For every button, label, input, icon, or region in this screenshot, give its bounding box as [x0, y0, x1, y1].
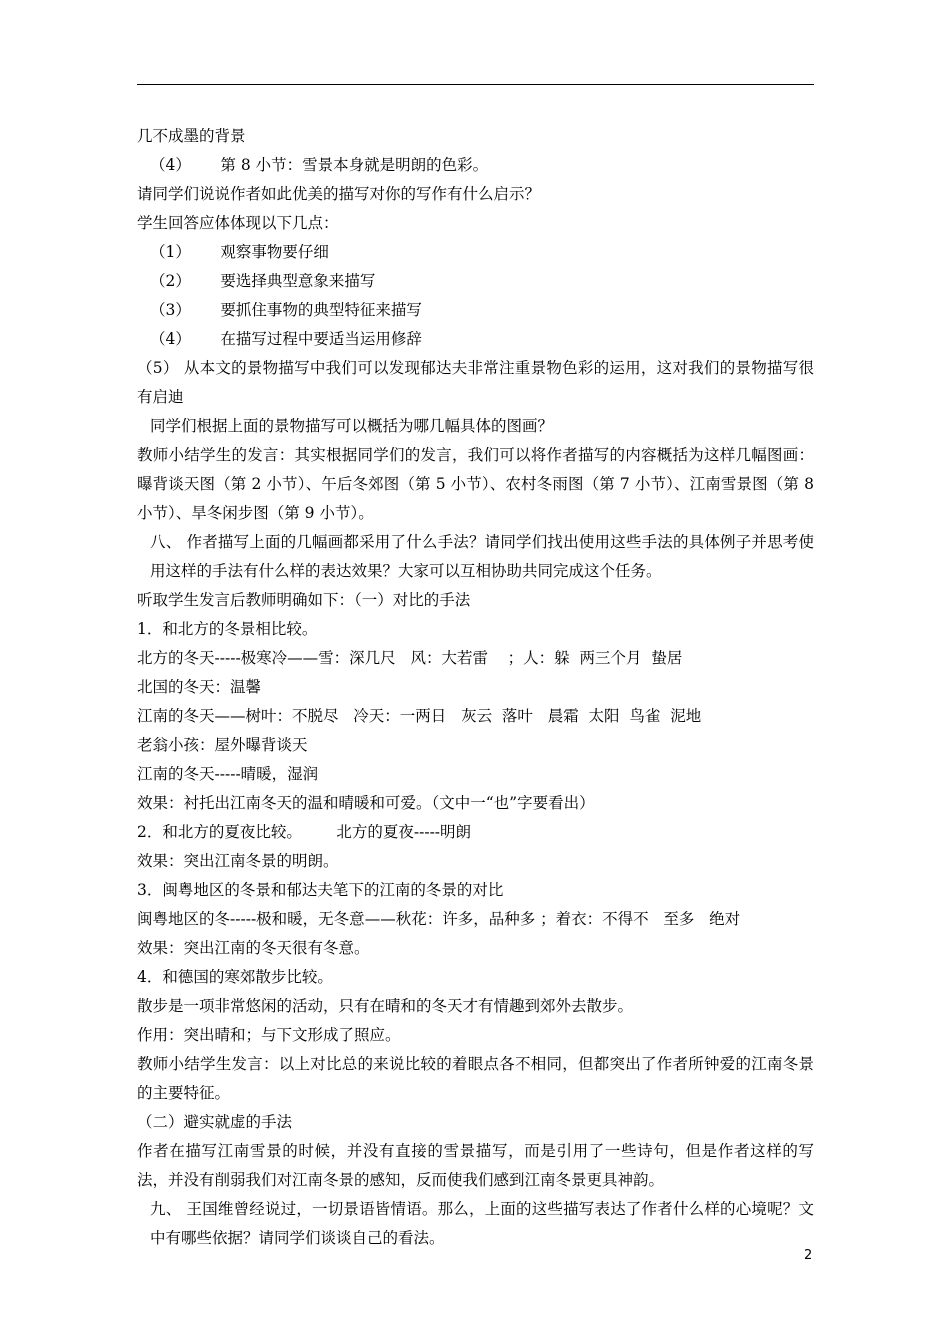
text-line: 学生回答应体体现以下几点： — [137, 214, 339, 232]
teacher-summary: 教师小结学生的发言：其实根据同学们的发言，我们可以将作者描写的内容概括为这样几幅图画：曝背谈天图（第 2 小节）、午后冬郊图（第 5 小节）、农村冬雨图（第 7 小节）、江南雪景图（第 8 小节）、旱冬闲步图（第 9 小节）。 — [137, 446, 814, 522]
list-item: （2） 要选择典型意象来描写 — [150, 272, 376, 290]
text-line: 闽粤地区的冬-----极和暖，无冬意——秋花：许多，品种多 ；着衣：不得不 至多 绝对 — [137, 910, 741, 928]
document-body — [137, 122, 814, 1253]
text-line: 散步是一项非常悠闲的活动，只有在晴和的冬天才有情趣到郊外去散步。 — [137, 997, 634, 1015]
section-nine: 九、 王国维曾经说过，一切景语皆情语。那么，上面的这些描写表达了作者什么样的心境呢？文中有哪些依据？请同学们谈谈自己的看法。 — [150, 1200, 814, 1247]
text-line: 江南的冬天-----晴暖，湿润 — [137, 765, 319, 783]
question: 请同学们说说作者如此优美的描写对你的写作有什么启示？ — [137, 185, 541, 203]
text-line: 江南的冬天——树叶：不脱尽 冷天：一两日 灰云 落叶 晨霜 太阳 鸟雀 泥地 — [137, 707, 702, 725]
page-number: 2 — [804, 1248, 813, 1263]
question: 同学们根据上面的景物描写可以概括为哪几幅具体的图画？ — [150, 417, 554, 435]
text-line: 3．闽粤地区的冬景和郁达夫笔下的江南的冬景的对比 — [137, 881, 504, 899]
list-item: （4） 在描写过程中要适当运用修辞 — [150, 330, 422, 348]
text-line: （二）避实就虚的手法 — [137, 1113, 293, 1131]
text-line: 听取学生发言后教师明确如下：（一）对比的手法 — [137, 591, 471, 609]
text-line: 北国的冬天：温馨 — [137, 678, 262, 696]
list-item: （3） 要抓住事物的典型特征来描写 — [150, 301, 422, 319]
text-line: 北方的冬天-----极寒冷——雪：深几尺 风：大若雷 ；人：躲 两三个月 蛰居 — [137, 649, 683, 667]
teacher-summary: 教师小结学生发言：以上对比总的来说比较的着眼点各不相同，但都突出了作者所钟爱的江南冬景的主要特征。 — [137, 1055, 814, 1102]
text-line: 作用：突出晴和；与下文形成了照应。 — [137, 1026, 401, 1044]
text-line: 效果：突出江南冬景的明朗。 — [137, 852, 339, 870]
list-item: （5） 从本文的景物描写中我们可以发现郁达夫非常注重景物色彩的运用，这对我们的景物描写很有启迪 — [137, 359, 814, 406]
text-line: 几不成墨的背景 — [137, 127, 246, 145]
list-item: （1） 观察事物要仔细 — [150, 243, 329, 261]
section-eight: 八、 作者描写上面的几幅画都采用了什么手法？请同学们找出使用这些手法的具体例子并思考使用这样的手法有什么样的表达效果？大家可以互相协助共同完成这个任务。 — [150, 533, 814, 580]
header-rule — [137, 84, 814, 85]
text-line: 1．和北方的冬景相比较。 — [137, 620, 318, 638]
text-line: 效果：突出江南的冬天很有冬意。 — [137, 939, 370, 957]
text-line: 效果：衬托出江南冬天的温和晴暖和可爱。（文中一“也”字要看出） — [137, 794, 595, 812]
text-paragraph: 作者在描写江南雪景的时候，并没有直接的雪景描写，而是引用了一些诗句，但是作者这样的写法，并没有削弱我们对江南冬景的感知，反而使我们感到江南冬景更具神韵。 — [137, 1142, 814, 1189]
text-line: 老翁小孩：屋外曝背谈天 — [137, 736, 308, 754]
text-line: 2．和北方的夏夜比较。 北方的夏夜-----明朗 — [137, 823, 472, 841]
text-line: 4．和德国的寒郊散步比较。 — [137, 968, 333, 986]
list-item: （4） 第 8 小节：雪景本身就是明朗的色彩。 — [150, 156, 489, 174]
